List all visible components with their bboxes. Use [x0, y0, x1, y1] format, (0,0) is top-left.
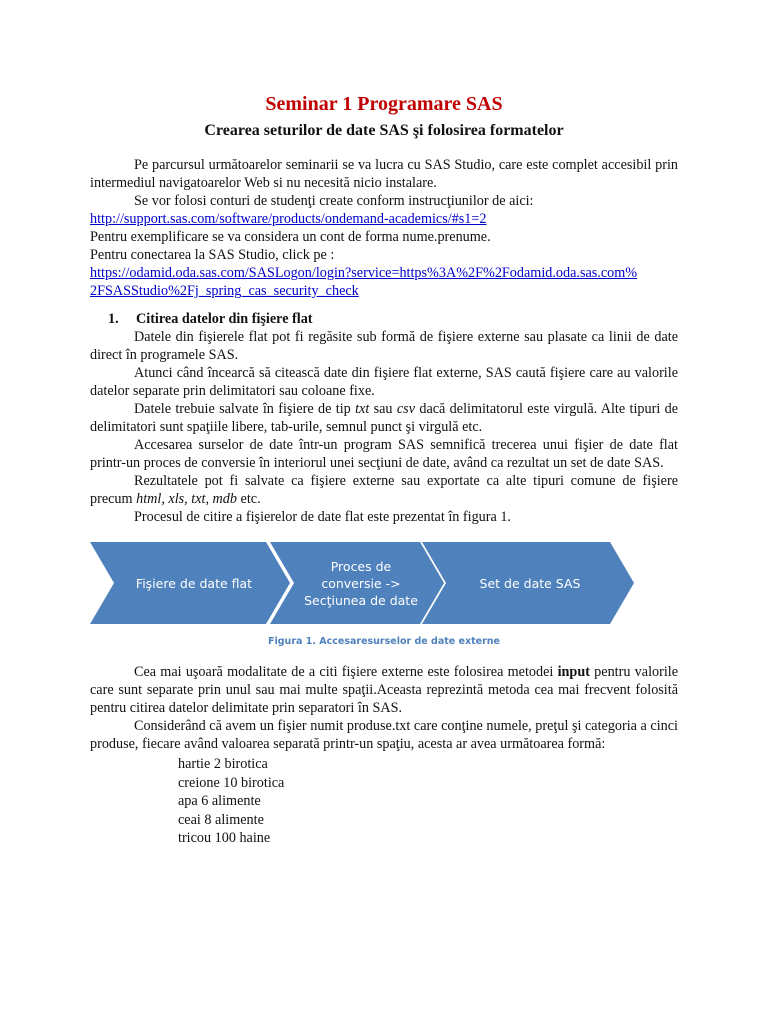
text-run: Datele trebuie salvate în fişiere de tip: [134, 401, 356, 417]
flow-step-2-label: [286, 542, 436, 624]
csv-format: csv: [396, 401, 415, 417]
file-formats: html, xls, txt, mdb: [136, 491, 237, 507]
section-paragraph-6: Procesul de citire a fişierelor de date flat este prezentat în figura 1.: [134, 509, 511, 525]
after-paragraph-2: Considerând că avem un fişier numit produse.txt care conţine numele, preţul şi categoria a cinci produse, fiecare având valoarea separată printr-un spaţiu, acesta ar avea următoarea formă:: [90, 718, 678, 752]
text-run: pentru valorile care sunt separate prin unul sau mai multe spaţii.Aceasta reprezintă metoda cea mai frecvent folosită pentru citirea datelor delimitate prin separatori în SAS.: [90, 664, 679, 716]
text-run: etc.: [236, 491, 261, 507]
text-run: Rezultatele pot fi salvate ca fişiere externe sau exportate ca alte tipuri comune de fişiere precum: [90, 473, 678, 507]
login-link-line-1: https://odamid.oda.sas.com/SASLogon/login?service=https%3A%2F%2Fodamid.oda.sas.com%: [90, 265, 638, 281]
step2-line1: Proces de: [330, 558, 392, 574]
process-flow-diagram: [90, 542, 678, 624]
list-item: apa 6 alimente: [178, 793, 261, 809]
login-link-block: [90, 264, 678, 300]
login-link-line-2: 2FSASStudio%2Fj_spring_cas_security_check: [90, 283, 359, 299]
section-paragraph-3: [90, 400, 678, 436]
intro-paragraph-1: Pe parcursul următoarelor seminarii se va lucra cu SAS Studio, care este complet accesibil prin intermediul navigatoarelor Web si nu necesită nicio instalare.: [90, 157, 678, 191]
step2-line2: conversie ->: [321, 575, 401, 591]
section-paragraph-2: Atunci când încearcă să citească date din fişiere flat externe, SAS caută fişiere care au valorile datelor separate prin delimitatori sau coloane fixe.: [90, 365, 678, 399]
section-heading: [108, 310, 678, 328]
list-item: hartie 2 birotica: [178, 756, 268, 772]
figure-caption: Figura 1. Accesaresurselor de date externe: [268, 636, 500, 647]
intro-paragraph-2: Se vor folosi conturi de studenţi create conform instrucţiunilor de aici:: [134, 193, 534, 209]
intro-paragraph-3: Pentru exemplificare se va considera un cont de forma nume.prenume.: [90, 229, 491, 245]
page-title: Seminar 1 Programare SAS: [265, 93, 503, 115]
txt-format: txt: [355, 401, 370, 417]
section-paragraph-4: Accesarea surselor de date într-un program SAS semnifică trecerea unui fişier de date flat printr-un proces de conversie în interiorul unei secţiuni de date, având ca rezultat un set de date SAS.: [90, 437, 678, 471]
section-number: 1.: [108, 311, 119, 327]
sample-data-list: [178, 755, 678, 848]
text-run: Cea mai uşoară modalitate de a citi fişiere externe este folosirea metodei: [134, 664, 558, 680]
input-keyword: input: [557, 664, 590, 680]
intro-paragraph-4: Pentru conectarea la SAS Studio, click pe :: [90, 247, 335, 263]
after-paragraph-1: [90, 663, 678, 717]
flow-step-3-label: Set de date SAS: [479, 575, 581, 591]
list-item: ceai 8 alimente: [178, 811, 264, 828]
intro-link-line: [90, 210, 678, 228]
list-item: creione 10 birotica: [178, 774, 285, 791]
sas-studio-login-link[interactable]: [90, 265, 637, 299]
academics-link[interactable]: http://support.sas.com/software/products/ondemand-academics/#s1=2: [90, 211, 487, 227]
section-paragraph-1: Datele din fişierele flat pot fi regăsite sub formă de fişiere externe sau plasate ca linii de date direct în programele SAS.: [90, 329, 678, 363]
section-title: Citirea datelor din fişiere flat: [136, 311, 313, 327]
text-run: sau: [369, 401, 397, 417]
list-item: tricou 100 haine: [178, 830, 271, 846]
section-paragraph-5: [90, 472, 678, 508]
text-run: dacă delimitatorul este virgulă. Alte tipuri de delimitatori sunt spaţiile libere, tab-urile, semnul punct şi virgulă etc.: [90, 401, 678, 435]
document-page: [90, 92, 678, 848]
step2-line3: Secţiunea de date: [304, 592, 418, 608]
page-subtitle: Crearea seturilor de date SAS şi folosirea formatelor: [204, 122, 564, 139]
flow-step-1-label: Fişiere de date flat: [135, 575, 253, 591]
